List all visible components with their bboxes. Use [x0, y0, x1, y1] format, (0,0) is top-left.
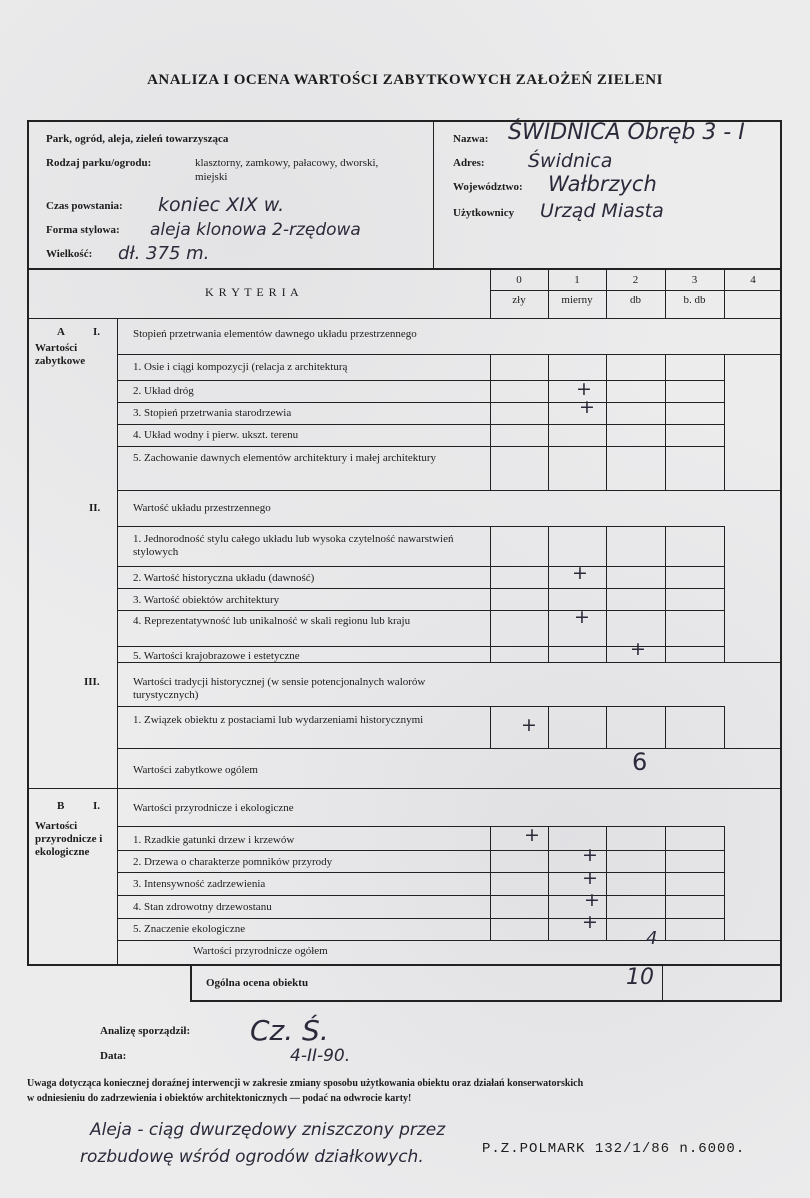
mark-plus: +	[582, 911, 598, 933]
grid-line	[117, 588, 724, 589]
uwaga-line-1: Uwaga dotycząca koniecznej doraźnej interwencji w zakresie zmiany sposobu użytkowania obiektu oraz działań konserwatorskich	[27, 1078, 584, 1089]
grid-line	[606, 706, 607, 748]
section-b-total-label: Wartości przyrodnicze ogółem	[193, 945, 328, 957]
grid-line	[665, 354, 666, 490]
criterion-row: 3. Wartość obiektów architektury	[133, 594, 280, 606]
score-2: 2	[632, 274, 639, 286]
criterion-row: 5. Zachowanie dawnych elementów architektury i małej architektury	[133, 452, 436, 464]
score-label-0: zły	[512, 294, 526, 306]
grid-line	[117, 748, 782, 749]
grid-line	[548, 706, 549, 748]
grid-line	[665, 526, 666, 662]
grid-line	[117, 940, 782, 941]
criteria-header: K R Y T E R I A	[205, 285, 300, 299]
uzytkownicy-label: Użytkownicy	[453, 207, 515, 219]
adres-value: Świdnica	[528, 150, 613, 172]
section-a-group3-title: Wartości tradycji historycznej (w sensie potencjonalnych walorów turystycznych)	[133, 676, 426, 701]
criterion-row: 1. Osie i ciągi kompozycji (relacja z architekturą	[133, 361, 348, 373]
overall-value: 10	[626, 965, 654, 990]
grid-line	[724, 354, 725, 490]
grid-line	[117, 318, 118, 788]
section-b-letter: B	[57, 800, 65, 812]
mark-plus: +	[521, 714, 537, 736]
section-a-total-value: 6	[632, 748, 648, 776]
grid-line	[665, 706, 666, 748]
score-label-1: mierny	[561, 294, 593, 306]
mark-plus: +	[630, 638, 646, 660]
data-value: 4-II-90.	[290, 1046, 351, 1066]
score-1: 1	[574, 274, 580, 286]
criterion-row: 4. Stan zdrowotny drzewostanu	[133, 901, 272, 913]
section-b-group1-num: I.	[93, 800, 101, 812]
score-label-3: b. db	[683, 294, 706, 306]
czas-label: Czas powstania:	[46, 200, 123, 212]
grid-line	[724, 826, 725, 940]
mark-plus: +	[574, 606, 590, 628]
grid-line	[117, 354, 782, 355]
rodzaj-options-2: miejski	[195, 171, 228, 183]
grid-line	[117, 380, 724, 381]
score-3: 3	[691, 274, 698, 286]
criterion-row: 2. Drzewa o charakterze pomników przyrody	[133, 856, 333, 868]
section-b-total-value: 4	[646, 928, 658, 949]
grid-line	[665, 826, 666, 940]
mark-plus: +	[576, 378, 592, 400]
grid-line	[490, 826, 491, 940]
section-a-total-label: Wartości zabytkowe ogólem	[133, 764, 258, 776]
section-a-group2-title: Wartość układu przestrzennego	[133, 502, 271, 514]
uwaga-line-2: w odniesieniu do zadrzewienia i obiektów architektonicznych — podać na odwrocie karty!	[27, 1093, 412, 1104]
grid-line	[606, 826, 607, 940]
grid-line	[117, 918, 724, 919]
adres-label: Adres:	[453, 157, 485, 169]
wojewodztwo-value: Wałbrzych	[548, 172, 657, 196]
handwritten-note-1: Aleja - ciąg dwurzędowy zniszczony przez	[90, 1120, 446, 1140]
mark-plus: +	[584, 889, 600, 911]
mark-plus: +	[572, 562, 588, 584]
criterion-row: 1. Związek obiektu z postaciami lub wydarzeniami historycznymi	[133, 714, 424, 726]
grid-line	[117, 895, 724, 896]
sporzadzil-label: Analizę sporządził:	[100, 1025, 191, 1037]
grid-line	[117, 706, 724, 707]
section-a-group3-num: III.	[84, 676, 100, 688]
grid-line	[117, 872, 724, 873]
section-a-group1-num: I.	[93, 326, 101, 338]
section-b-name: Wartości przyrodnicze i ekologiczne	[35, 820, 103, 858]
criterion-row: 4. Reprezentatywność lub unikalność w skali regionu lub kraju	[133, 615, 411, 627]
rodzaj-label: Rodzaj parku/ogrodu:	[46, 157, 152, 169]
criterion-row: 5. Wartości krajobrazowe i estetyczne	[133, 650, 300, 662]
mark-plus: +	[524, 824, 540, 846]
grid-line	[548, 354, 549, 490]
grid-line	[117, 610, 724, 611]
section-a-letter: A	[57, 326, 65, 338]
criterion-row: 1. Rzadkie gatunki drzew i krzewów	[133, 834, 295, 846]
grid-line	[117, 566, 724, 567]
grid-line	[724, 706, 725, 748]
sporzadzil-signature: Cz. Ś.	[250, 1014, 329, 1047]
header-divider	[433, 122, 434, 268]
grid-line	[27, 318, 782, 319]
criterion-row: 2. Wartość historyczna układu (dawność)	[133, 572, 315, 584]
section-a-name: Wartości zabytkowe	[35, 342, 86, 367]
page-title: ANALIZA I OCENA WARTOŚCI ZABYTKOWYCH ZAŁOŻEŃ ZIELENI	[147, 72, 663, 88]
mark-plus: +	[579, 396, 595, 418]
grid-line	[117, 850, 724, 851]
criterion-row: 3. Stopień przetrwania starodrzewia	[133, 407, 292, 419]
print-code: P.Z.POLMARK 132/1/86 n.6000.	[482, 1141, 746, 1157]
grid-line	[27, 788, 782, 789]
section-b-group1-title: Wartości przyrodnicze i ekologiczne	[133, 802, 294, 814]
criterion-row: 5. Znaczenie ekologiczne	[133, 923, 246, 935]
handwritten-note-2: rozbudowę wśród ogrodów działkowych.	[80, 1147, 424, 1167]
section-a-group2-num: II.	[89, 502, 101, 514]
criterion-row: 1. Jednorodność stylu całego układu lub wysoka czytelność nawarstwień stylowych	[133, 533, 454, 558]
wielkosc-label: Wielkość:	[46, 248, 93, 260]
grid-line	[117, 446, 724, 447]
overall-label: Ogólna ocena obiektu	[206, 977, 309, 989]
section-a-group1-title: Stopień przetrwania elementów dawnego układu przestrzennego	[133, 328, 417, 340]
wielkosc-value: dł. 375 m.	[118, 243, 210, 264]
mark-plus: +	[582, 844, 598, 866]
grid-line	[117, 424, 724, 425]
forma-value: aleja klonowa 2-rzędowa	[150, 220, 361, 240]
grid-line	[490, 354, 491, 490]
score-0: 0	[516, 274, 522, 286]
grid-line	[117, 490, 782, 491]
forma-label: Forma stylowa:	[46, 224, 120, 236]
grid-line	[490, 290, 782, 291]
criterion-row: 3. Intensywność zadrzewienia	[133, 878, 266, 890]
score-label-2: db	[630, 294, 641, 306]
data-label: Data:	[100, 1050, 127, 1062]
grid-line	[117, 402, 724, 403]
grid-line	[606, 354, 607, 490]
grid-line	[117, 526, 724, 527]
criterion-row: 2. Układ dróg	[133, 385, 194, 397]
mark-plus: +	[582, 867, 598, 889]
grid-line	[117, 826, 724, 827]
criterion-row: 4. Układ wodny i pierw. ukszt. terenu	[133, 429, 299, 441]
grid-line	[662, 964, 663, 1002]
grid-line	[724, 526, 725, 662]
score-4: 4	[750, 274, 756, 286]
nazwa-label: Nazwa:	[453, 133, 489, 145]
grid-line	[548, 826, 549, 940]
grid-line	[490, 526, 491, 662]
rodzaj-options: klasztorny, zamkowy, pałacowy, dworski,	[195, 157, 379, 169]
wojewodztwo-label: Województwo:	[453, 181, 523, 193]
grid-line	[490, 706, 491, 748]
nazwa-value: ŚWIDNICA Obręb 3 - I	[508, 120, 745, 145]
czas-value: koniec XIX w.	[158, 194, 285, 216]
grid-line	[548, 526, 549, 662]
park-label: Park, ogród, aleja, zieleń towarzysząca	[46, 133, 229, 145]
grid-line	[606, 526, 607, 662]
uzytkownicy-value: Urząd Miasta	[540, 200, 664, 222]
